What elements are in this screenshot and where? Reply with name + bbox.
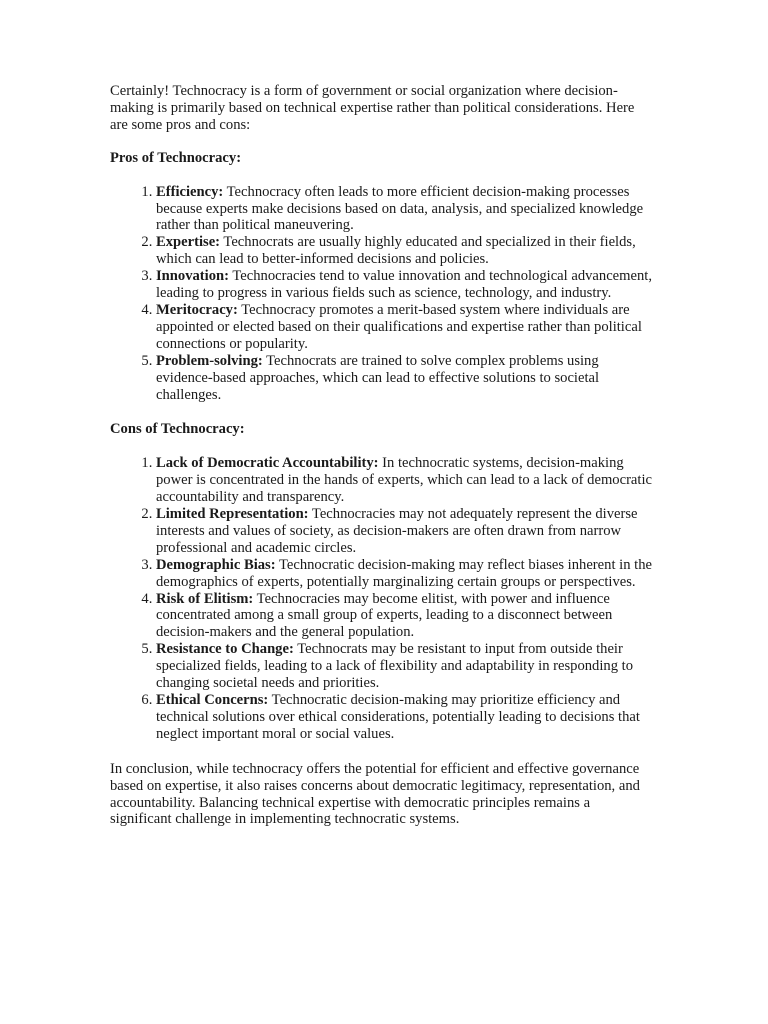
document-page: [110, 83, 655, 828]
item-term: Innovation:: [156, 268, 229, 285]
item-term: Lack of Democratic Accountability:: [156, 455, 379, 472]
item-text: Technocracies tend to value innovation and technological advancement, leading to progress in various fields such as science, technology, and industry.: [156, 268, 652, 302]
list-item: [156, 353, 655, 404]
item-term: Expertise:: [156, 234, 221, 251]
list-item: [156, 184, 655, 235]
item-text: Technocrats are usually highly educated and specialized in their fields, which can lead to better-informed decisions and policies.: [156, 234, 636, 268]
item-text: Technocracy promotes a merit-based system where individuals are appointed or elected based on their qualifications and expertise rather than political connections or popularity.: [156, 301, 642, 352]
list-item: [156, 591, 655, 642]
item-term: Meritocracy:: [156, 301, 238, 318]
item-text: Technocratic decision-making may reflect biases inherent in the demographics of experts, potentially marginalizing certain groups or perspectives.: [156, 556, 652, 590]
list-item: [156, 268, 655, 302]
item-text: Technocrats are trained to solve complex problems using evidence-based approaches, which can lead to effective solutions to societal challenges.: [156, 352, 600, 403]
item-text: In technocratic systems, decision-making power is concentrated in the hands of experts, which can lead to a lack of democratic accountability and transparency.: [156, 455, 652, 506]
list-item: [156, 302, 655, 353]
list-item: [156, 641, 655, 692]
item-term: Efficiency:: [156, 183, 224, 200]
list-item: [156, 234, 655, 268]
intro-paragraph: Certainly! Technocracy is a form of government or social organization where decision-making is primarily based on technical expertise rather than political considerations. Here are some pros and cons:: [110, 83, 635, 133]
pros-heading: Pros of Technocracy:: [110, 149, 242, 166]
conclusion-paragraph: In conclusion, while technocracy offers the potential for efficient and effective governance based on expertise, it also raises concerns about democratic legitimacy, representation, and accountability. Balancing technical expertise with democratic principles remains a significant challenge in implementing technocratic systems.: [110, 760, 640, 828]
item-term: Risk of Elitism:: [156, 590, 254, 607]
item-text: Technocracies may become elitist, with power and influence concentrated among a small group of experts, leading to a disconnect between decision-makers and the general population.: [156, 590, 613, 641]
item-term: Demographic Bias:: [156, 556, 276, 573]
item-term: Resistance to Change:: [156, 641, 294, 658]
list-item: [156, 692, 655, 743]
pros-list: [110, 184, 655, 404]
item-text: Technocrats may be resistant to input from outside their specialized fields, leading to a lack of flexibility and adaptability in responding to changing societal needs and priorities.: [156, 641, 633, 692]
cons-list: [110, 455, 655, 742]
list-item: [156, 506, 655, 557]
cons-heading: Cons of Technocracy:: [110, 421, 245, 438]
item-text: Technocracy often leads to more efficient decision-making processes because experts make decisions based on data, analysis, and specialized knowledge rather than political maneuvering.: [156, 183, 644, 234]
item-term: Problem-solving:: [156, 352, 263, 369]
item-text: Technocratic decision-making may prioritize efficiency and technical solutions over ethical considerations, potentially leading to decisions that neglect important moral or social values.: [156, 692, 640, 742]
list-item: [156, 557, 655, 591]
item-text: Technocracies may not adequately represent the diverse interests and values of society, as decision-makers are often drawn from narrow professional and academic circles.: [156, 506, 638, 556]
list-item: [156, 455, 655, 506]
item-term: Ethical Concerns:: [156, 692, 269, 708]
item-term: Limited Representation:: [156, 506, 309, 523]
